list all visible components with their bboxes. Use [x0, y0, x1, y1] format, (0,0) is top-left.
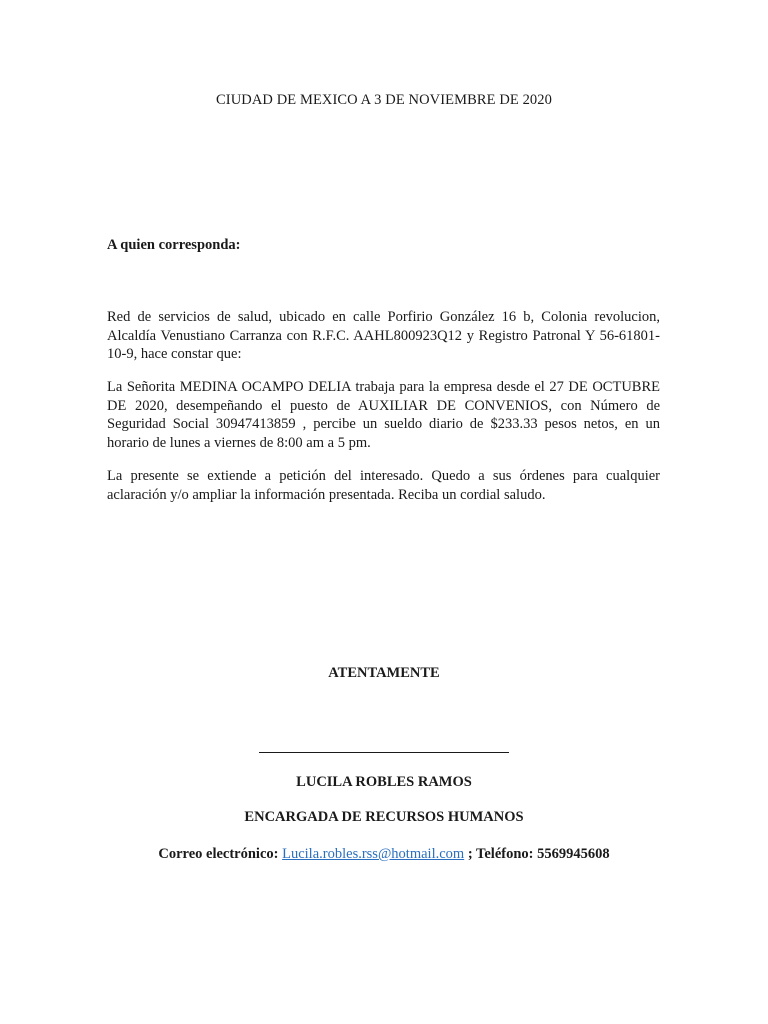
phone-label: ; Teléfono: 5569945608 [467, 846, 610, 862]
date-line: CIUDAD DE MEXICO A 3 DE NOVIEMBRE DE 2020 [216, 92, 552, 108]
signature-line [259, 752, 509, 753]
closing-word: ATENTAMENTE [328, 665, 440, 681]
paragraph-company-info: Red de servicios de salud, ubicado en calle Porfirio González 16 b, Colonia revolucion, Alcaldía Venustiano Carranza con R.F.C. AAHL800923Q12 y Registro Patronal Y 56-61801-10-9, hace constar que: [107, 309, 660, 362]
salutation: A quien corresponda: [107, 237, 241, 253]
email-label: Correo electrónico: [158, 846, 279, 862]
signer-title: ENCARGADA DE RECURSOS HUMANOS [244, 809, 524, 825]
paragraph-closing-remarks: La presente se extiende a petición del interesado. Quedo a sus órdenes para cualquier aclaración y/o ampliar la información presentada. Reciba un cordial saludo. [107, 468, 660, 503]
email-link[interactable]: Lucila.robles.rss@hotmail.com [282, 846, 465, 862]
paragraph-employment-details: La Señorita MEDINA OCAMPO DELIA trabaja para la empresa desde el 27 DE OCTUBRE DE 2020, desempeñando el puesto de AUXILIAR DE CONVENIOS, con Número de Seguridad Social 30947413859 , percibe un sueldo diario de $233.33 pesos netos, en un horario de lunes a viernes de 8:00 am a 5 pm. [107, 379, 660, 451]
contact-line [0, 846, 768, 863]
signer-name: LUCILA ROBLES RAMOS [296, 774, 472, 790]
